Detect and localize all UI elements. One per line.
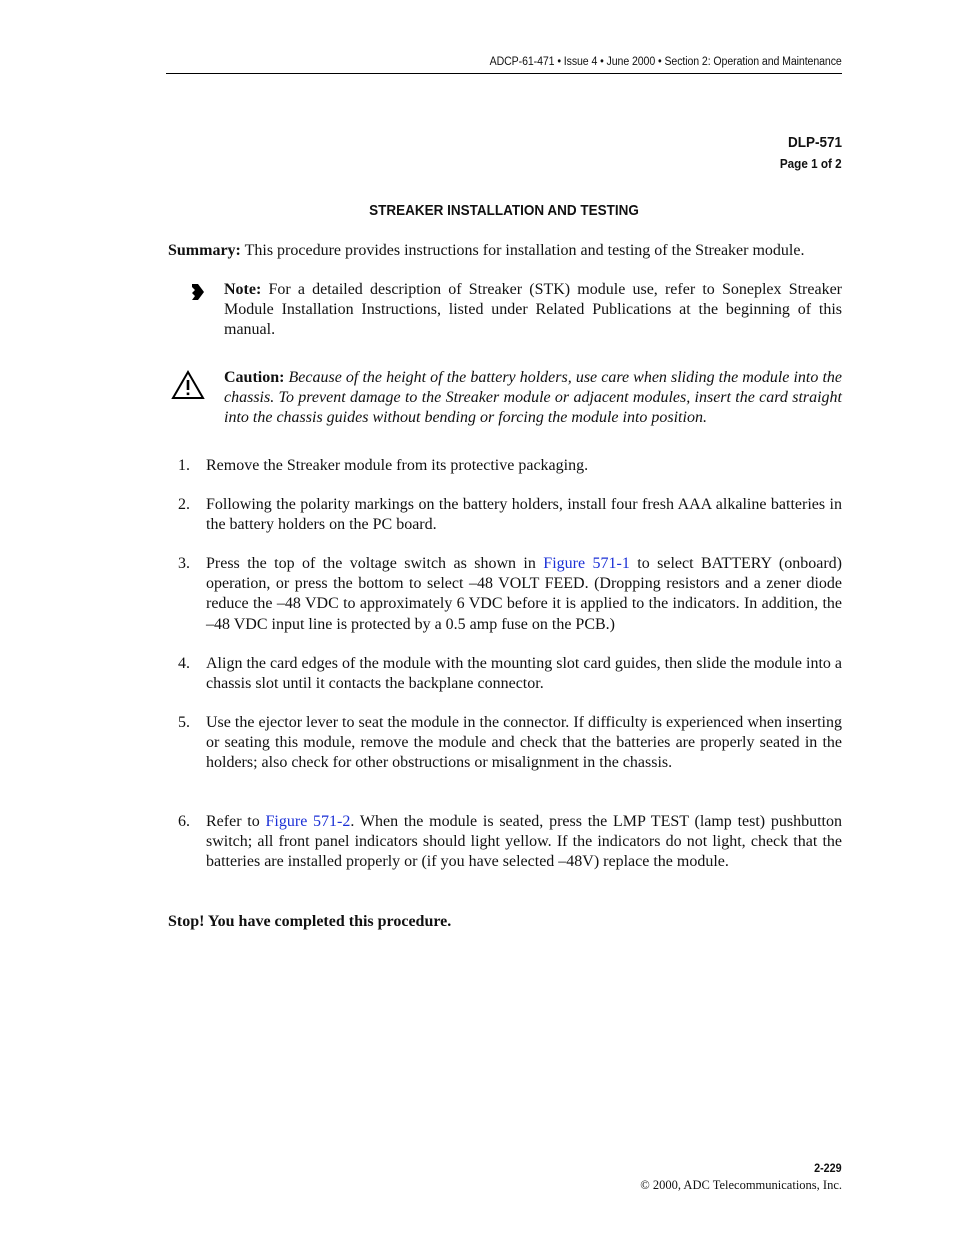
- step-text: [206, 554, 842, 635]
- note-paragraph: [224, 280, 842, 341]
- step-number: 5.: [178, 714, 190, 731]
- page-number: 2-229: [814, 1161, 842, 1175]
- figure-571-1-link[interactable]: Figure 571-1: [543, 555, 630, 572]
- dlp-page-count: Page 1 of 2: [780, 156, 842, 171]
- figure-571-2-link[interactable]: Figure 571-2: [265, 813, 351, 830]
- caution-paragraph: [224, 368, 842, 429]
- caution-text: Because of the height of the battery holders, use care when sliding the module into the chassis. To prevent damage to the Streaker module or adjacent modules, insert the card straight into the chassis guides without bending or forcing the module into position.: [224, 369, 842, 427]
- step-text: Align the card edges of the module with the mounting slot card guides, then slide the module into a chassis slot until it contacts the backplane connector.: [206, 655, 842, 693]
- note-text: For a detailed description of Streaker (STK) module use, refer to Soneplex Streaker Module Installation Instructions, listed under Related Publications at the beginning of this manual.: [224, 281, 842, 339]
- copyright-notice: © 2000, ADC Telecommunications, Inc.: [640, 1178, 842, 1192]
- step-number: 6.: [178, 813, 190, 830]
- step-text-pre: Refer to: [206, 813, 266, 830]
- step-number: 2.: [178, 496, 190, 513]
- step-text: [206, 812, 842, 873]
- dlp-number: DLP-571: [787, 134, 842, 151]
- note-label: Note:: [224, 281, 262, 298]
- step-number: 3.: [178, 555, 190, 572]
- warning-triangle-icon: [171, 370, 205, 400]
- summary-label: Summary:: [168, 242, 241, 259]
- step-text-post: . When the module is seated, press the LMP TEST (lamp test) pushbutton switch; all front panel indicators should light yellow. If the indicators do not light, check that the batteries are installed properly or (if you have selected –48V) replace the module.: [206, 813, 843, 871]
- step-text-pre: Press the top of the voltage switch as shown in: [206, 555, 544, 572]
- header-rule: [166, 73, 842, 74]
- step-text: Remove the Streaker module from its protective packaging.: [206, 457, 589, 474]
- step-number: 4.: [178, 655, 190, 672]
- step-text: Use the ejector lever to seat the module in the connector. If difficulty is experienced when inserting or seating this module, remove the module and check that the batteries are properly seated in the holders; also check for other obstructions or misalignment in the chassis.: [206, 714, 842, 772]
- summary-text: This procedure provides instructions for installation and testing of the Streaker module.: [240, 242, 805, 259]
- stop-statement: Stop! You have completed this procedure.: [168, 913, 452, 930]
- procedure-title: STREAKER INSTALLATION AND TESTING: [369, 202, 639, 219]
- step-text: Following the polarity markings on the battery holders, install four fresh AAA alkaline batteries in the battery holders on the PC board.: [206, 496, 842, 534]
- running-header: ADCP-61-471 • Issue 4 • June 2000 • Section 2: Operation and Maintenance: [489, 56, 842, 68]
- pointing-hand-icon: [191, 283, 205, 301]
- step-text-post: to select BATTERY (onboard) operation, or press the bottom to select –48 VOLT FEED. (Dropping resistors and a zener diode reduce the –48 VDC to approximately 6 VDC before it is applied to the indicators. In addition, the –48 VDC input line is protected by a 0.5 amp fuse on the PCB.): [206, 555, 842, 633]
- summary-paragraph: [168, 241, 842, 261]
- step-number: 1.: [178, 457, 190, 474]
- caution-label: Caution:: [224, 369, 285, 386]
